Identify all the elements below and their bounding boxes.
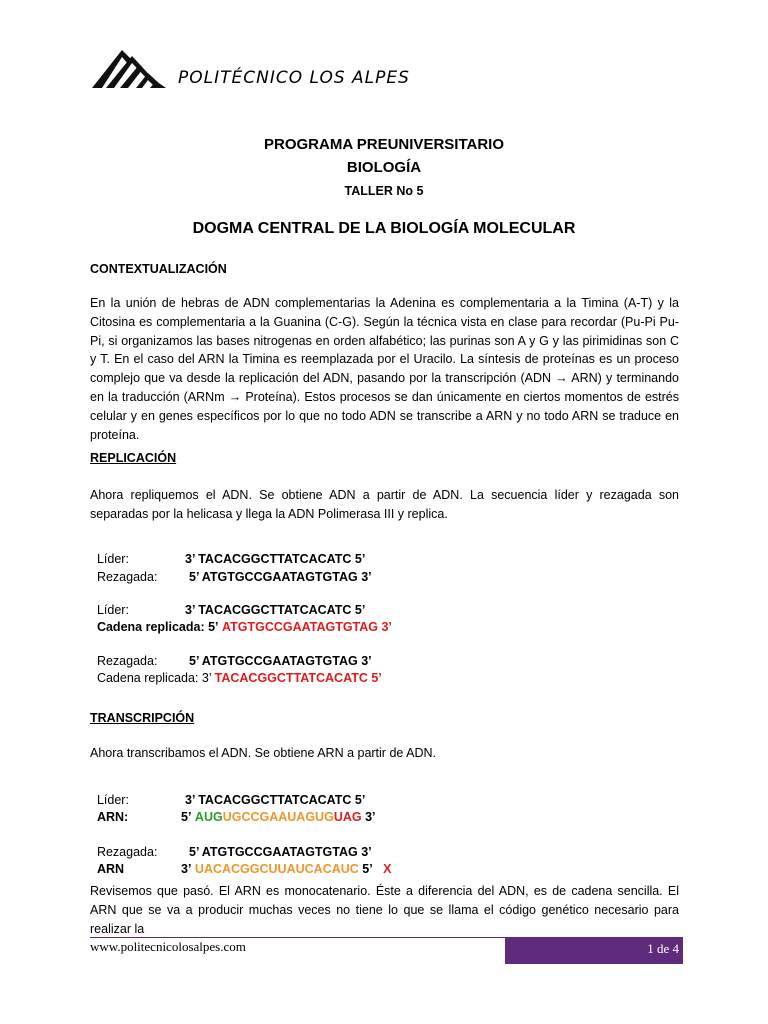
sequence-line [90, 606, 392, 634]
paragraph-replicacion: Ahora repliquemos el ADN. Se obtiene ADN a partir de ADN. La secuencia líder y rezagada son separadas por la helicasa y llega la ADN Polimerasa III y replica. [90, 488, 679, 521]
section-heading-transcripcion: TRANSCRIPCIÓN [90, 711, 195, 725]
sequence-value: 3’ TACACGGCTTATCACATC 5’ [185, 793, 366, 807]
sequence-suffix: 5’ [362, 862, 373, 876]
sequence-value: 5’ ATGTGCCGAATAGTGTAG 3’ [189, 845, 372, 859]
section-heading-contextualizacion: CONTEXTUALIZACIÓN [90, 262, 227, 276]
sequence-prefix: 3’ [181, 862, 192, 876]
sequence-label: Rezagada: [96, 654, 158, 668]
page-number: 1 de 4 [505, 938, 683, 964]
arn-sequence-value: UACACGGCUUAUCACAUC [194, 862, 359, 876]
sequence-label: Líder: [96, 552, 129, 566]
sequence-label: Cadena replicada: 3’ [96, 671, 212, 685]
sequence-line [90, 657, 382, 685]
arn-sequence [181, 862, 392, 876]
sequence-prefix: 5’ [181, 810, 192, 824]
paragraph-contextualizacion: En la unión de hebras de ADN complementarias la Adenina es complementaria a la Timina (A-T) y la Citosina es complementaria a la Guanina (C-G). Según la técnica vista en clase para recordar (Pu-Pi Pu-Pi, si organizamos las bases nitrogenas en orden alfabético; las purinas son A y G y las pirimidinas son C y T. En el caso del ARN la Timina es reemplazada por el Uracilo. La síntesis de proteínas es un proceso complejo que va desde la replicación del ADN, pasando por la transcripción (ADN → ARN) y terminando en la traducción (ARNm → Proteína). Estos procesos se dan únicamente en ciertos momentos de estrés celular y en genes específicos por lo que no todo ADN se transcribe a ARN y no todo ARN se traduce en proteína. [90, 296, 679, 442]
sequence-value: 3’ TACACGGCTTATCACATC 5’ [185, 603, 366, 617]
codon-middle: UGCCGAAUAGUG [222, 810, 334, 824]
section-heading-replicacion: REPLICACIÓN [90, 451, 177, 465]
sequence-label: Rezagada: [96, 570, 158, 584]
taller-number: TALLER No 5 [344, 184, 424, 198]
sequence-value: 5’ ATGTGCCGAATAGTGTAG 3’ [189, 570, 372, 584]
sequence-label: ARN [96, 862, 125, 876]
stop-codon: UAG [333, 810, 362, 824]
logo-text: POLITÉCNICO LOS ALPES [178, 68, 410, 88]
sequence-label: ARN: [96, 810, 129, 824]
sequence-value: 3’ TACACGGCTTATCACATC 5’ [185, 552, 366, 566]
start-codon: AUG [194, 810, 223, 824]
arn-sequence [181, 810, 376, 824]
sequence-label: Rezagada: [96, 845, 158, 859]
subject-title: BIOLOGÍA [346, 159, 422, 176]
topic-title: DOGMA CENTRAL DE LA BIOLOGÍA MOLECULAR [192, 220, 576, 237]
paragraph-closing: Revisemos que pasó. El ARN es monocatenario. Éste a diferencia del ADN, es de cadena sencilla. El ARN que se va a producir muchas veces no tiene lo que se llama el código genético necesario para realizar la [90, 884, 679, 936]
sequence-value-replicated: ATGTGCCGAATAGTGTAG 3’ [222, 620, 392, 634]
sequence-label: Líder: [96, 603, 129, 617]
mountain-logo-icon [92, 46, 172, 88]
sequence-value: 5’ ATGTGCCGAATAGTGTAG 3’ [189, 654, 372, 668]
wrong-mark: X [383, 862, 392, 876]
paragraph-transcripcion: Ahora transcribamos el ADN. Se obtiene ARN a partir de ADN. [90, 746, 436, 760]
sequence-label: Cadena replicada: 5’ [96, 620, 219, 634]
sequence-label: Líder: [96, 793, 129, 807]
sequence-value-replicated: TACACGGCTTATCACATC 5’ [214, 671, 382, 685]
program-title: PROGRAMA PREUNIVERSITARIO [263, 136, 504, 153]
logo [92, 46, 410, 88]
footer-url: www.politecnicolosalpes.com [90, 939, 246, 954]
sequence-suffix: 3’ [365, 810, 376, 824]
